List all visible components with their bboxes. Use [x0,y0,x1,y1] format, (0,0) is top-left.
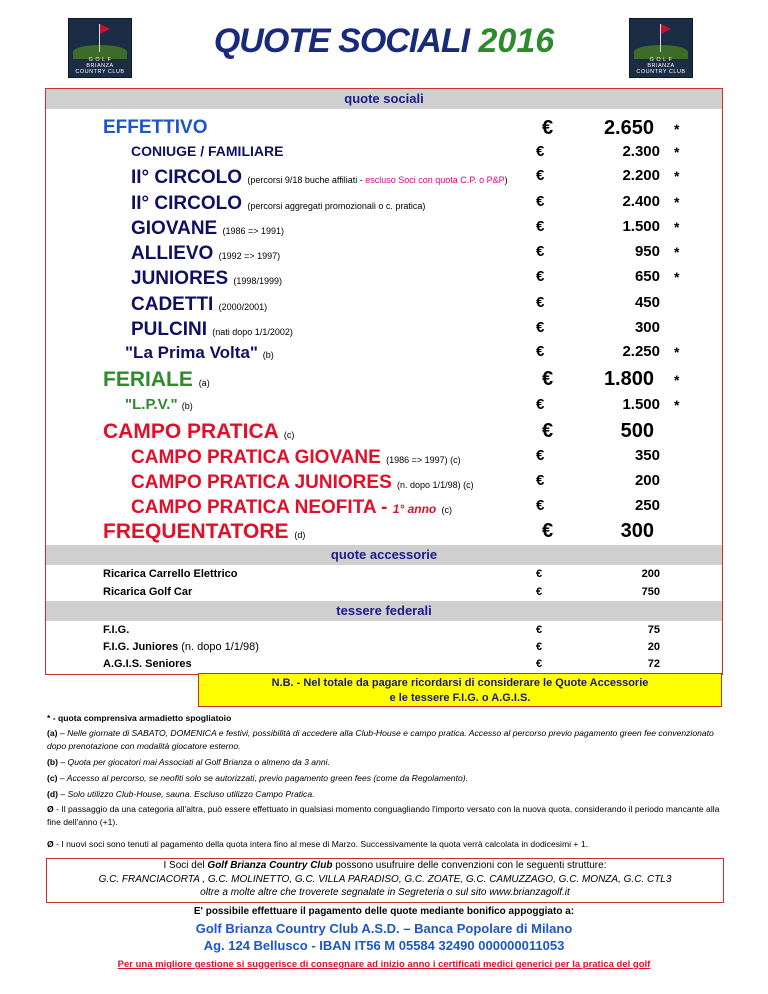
quote-note: (1998/1999) [233,276,282,286]
quote-name: FREQUENTATORE [103,520,289,543]
tessera-label: F.I.G. Juniores (n. dopo 1/1/98) [103,641,259,653]
quote-note: (b) [181,401,193,411]
quote-name: EFFETTIVO [103,117,208,138]
currency: € [536,167,545,184]
currency: € [536,472,545,489]
asterisk-marker: * [674,194,680,210]
payment-info: E' possibile effettuare il pagamento delle quote mediante bonifico appoggiato a: [193,906,575,917]
asterisk-marker: * [674,372,680,388]
asterisk-marker: * [674,168,680,184]
currency: € [536,268,545,285]
quote-name: CAMPO PRATICA JUNIORES [131,472,392,493]
quote-amount: 1.800 [603,368,654,390]
quote-amount: 500 [620,420,654,442]
quote-label [131,243,280,265]
section-header-quote-accessorie: quote accessorie [46,545,722,565]
footer-note: Per una migliore gestione si suggerisce di consegnare ad inizio anno i certificati medici generici per la pratica del golf [117,959,651,970]
currency: € [536,218,545,235]
currency: € [536,586,543,598]
currency: € [536,641,543,653]
quote-note: (c) [283,430,295,440]
currency: € [536,658,543,670]
quote-label [103,368,210,392]
quote-name: CONIUGE / FAMILIARE [131,143,284,159]
quote-amount: 2.250 [622,343,660,360]
currency: € [536,193,545,210]
quote-amount: 250 [634,497,660,514]
quote-name: PULCINI [131,319,207,340]
tessera-amount: 72 [647,658,660,670]
quote-label [103,420,294,444]
currency: € [536,343,545,360]
quote-label [103,520,305,544]
quote-amount: 2.300 [622,143,660,160]
asterisk-marker: * [674,397,680,413]
currency: € [536,319,545,336]
logo-text: BRIANZA [647,63,675,69]
asterisk-marker: * [674,144,680,160]
nb-line: e le tessere F.I.G. o A.G.I.S. [389,692,531,704]
currency: € [536,294,545,311]
accessorie-label: Ricarica Carrello Elettrico [103,568,238,580]
page-title [0,22,768,61]
currency: € [536,624,543,636]
quote-label [131,167,508,189]
quote-label [131,319,293,341]
currency: € [536,447,545,464]
quote-name: CADETTI [131,294,214,315]
note-a: (a) – Nelle giornate di SABATO, DOMENICA e festivi, possibilità di accedere alla Club-House e campo pratica. Accesso al percorso previo pagamento green fee convenzionato dopo prenotazione con modalità giocatore esterno. [47,728,714,751]
quote-name: "L.P.V." [125,396,178,413]
nb-line: N.B. - Nel totale da pagare ricordarsi di considerare le Quote Accessorie [271,677,649,689]
quote-note: (n. dopo 1/1/98) (c) [397,480,474,490]
quote-label [125,343,274,363]
asterisk-marker: * [674,244,680,260]
quote-name-year: 1° anno [392,502,437,516]
quote-note: (c) [441,505,453,515]
quote-label [131,218,284,240]
quote-amount: 300 [634,319,660,336]
quote-label [131,193,425,215]
currency: € [536,568,543,580]
quote-label [131,294,267,316]
accessorie-amount: 200 [641,568,660,580]
currency: € [542,368,554,390]
quote-label [131,268,282,290]
tessera-amount: 75 [647,624,660,636]
asterisk-marker: * [674,344,680,360]
quote-label [131,497,452,519]
quote-amount: 300 [620,520,654,542]
quote-name: ALLIEVO [131,243,214,264]
quote-name: GIOVANE [131,218,218,239]
quote-amount: 450 [634,294,660,311]
title-text: QUOTE SOCIALI [213,22,470,60]
quote-note: (nati dopo 1/1/2002) [212,327,293,337]
bank-line: Golf Brianza Country Club A.S.D. – Banca Popolare di Milano [195,921,573,936]
quote-note: (1992 => 1997) [218,251,281,261]
quote-amount: 950 [634,243,660,260]
currency: € [542,520,554,542]
quote-name: FERIALE [103,368,193,391]
section-header-quote-sociali: quote sociali [46,89,722,109]
currency: € [536,143,545,160]
quote-label [103,117,208,139]
logo-text: COUNTRY CLUB [75,69,125,75]
currency: € [536,396,545,413]
nb-notice [198,673,722,707]
currency: € [542,117,554,139]
quote-label [131,447,461,469]
quote-note: (d) [294,530,306,540]
note-c: (c) – Accesso al percorso, se neofiti solo se autorizzati, previo pagamento green fees (come da Regolamento). [47,773,469,783]
quote-amount: 1.500 [622,218,660,235]
currency: € [542,420,554,442]
asterisk-marker: * [674,219,680,235]
quote-note: (percorsi 9/18 buche affiliati - escluso Soci con quota C.P. o P&P) [247,175,508,185]
quote-amount: 2.200 [622,167,660,184]
quote-note: (1986 => 1997) (c) [386,455,461,465]
quote-name: II° CIRCOLO [131,193,243,214]
quote-amount: 200 [634,472,660,489]
quote-note: (percorsi aggregati promozionali o c. pratica) [247,201,426,211]
quote-label [131,143,283,159]
asterisk-marker: * [674,269,680,285]
logo-text: COUNTRY CLUB [636,69,686,75]
quote-name: CAMPO PRATICA [103,420,278,443]
note-d: (d) – Solo utilizzo Club-House, sauna. Escluso utilizzo Campo Pratica. [47,789,315,799]
agreements-box: I Soci del Golf Brianza Country Club possono usufruire delle convenzioni con le seguenti strutture: G.C. FRANCIACORTA , G.C. MOLINETTO, G.C. VILLA PARADISO, G.C. ZOATE, G.C. CAMUZZAGO, G.C. MONZA, G.C. CTL3 oltre a molte altre che troverete segnalate in Segreteria o sul sito www.brianzagolf.it [46,858,724,903]
quote-name: CAMPO PRATICA NEOFITA [131,497,376,518]
logo-text: G O L F [649,57,673,63]
section-header-tessere-federali: tessere federali [46,601,722,621]
quote-note: (b) [262,350,274,360]
asterisk-marker: * [674,121,680,137]
quote-label [131,472,474,494]
title-year: 2016 [478,22,555,60]
quote-note: (1986 => 1991) [222,226,285,236]
quote-name: "La Prima Volta" [125,343,258,362]
logo-text: G O L F [88,57,112,63]
tessera-label: F.I.G. [103,624,130,636]
quote-amount: 350 [634,447,660,464]
quote-name: JUNIORES [131,268,229,289]
bank-iban: Ag. 124 Bellusco - IBAN IT56 M 05584 32490 000000011053 [203,938,565,953]
note-category-change: Ø - Il passaggio da una categoria all'altra, può essere effettuato in qualsiasi momento conguagliando l'importo versato con la nuova quota, considerando il periodo mancante alla fine dell'anno (+1). [47,804,720,827]
quote-amount: 2.650 [603,117,654,139]
quote-note: (2000/2001) [218,302,268,312]
note-b: (b) – Quota per giocatori mai Associati al Golf Brianza o almeno da 3 anni. [47,757,330,767]
currency: € [536,497,545,514]
logo-text: BRIANZA [86,63,114,69]
quote-label [125,396,193,413]
tessera-label: A.G.I.S. Seniores [103,658,192,670]
note-star: * - quota comprensiva armadietto spogliatoio [47,713,232,723]
quote-name: CAMPO PRATICA GIOVANE [131,447,381,468]
accessorie-amount: 750 [641,586,660,598]
quote-name: II° CIRCOLO [131,167,243,188]
quote-name-separator: - [375,497,393,518]
quote-amount: 650 [634,268,660,285]
tessera-amount: 20 [647,641,660,653]
accessorie-label: Ricarica Golf Car [103,586,193,598]
quote-amount: 1.500 [622,396,660,413]
note-new-members: Ø - I nuovi soci sono tenuti al pagamento della quota intera fino al mese di Marzo. Successivamente la quota verrà calcolata in dodicesimi + 1. [47,839,588,849]
quote-amount: 2.400 [622,193,660,210]
currency: € [536,243,545,260]
quote-note: (a) [198,378,210,388]
